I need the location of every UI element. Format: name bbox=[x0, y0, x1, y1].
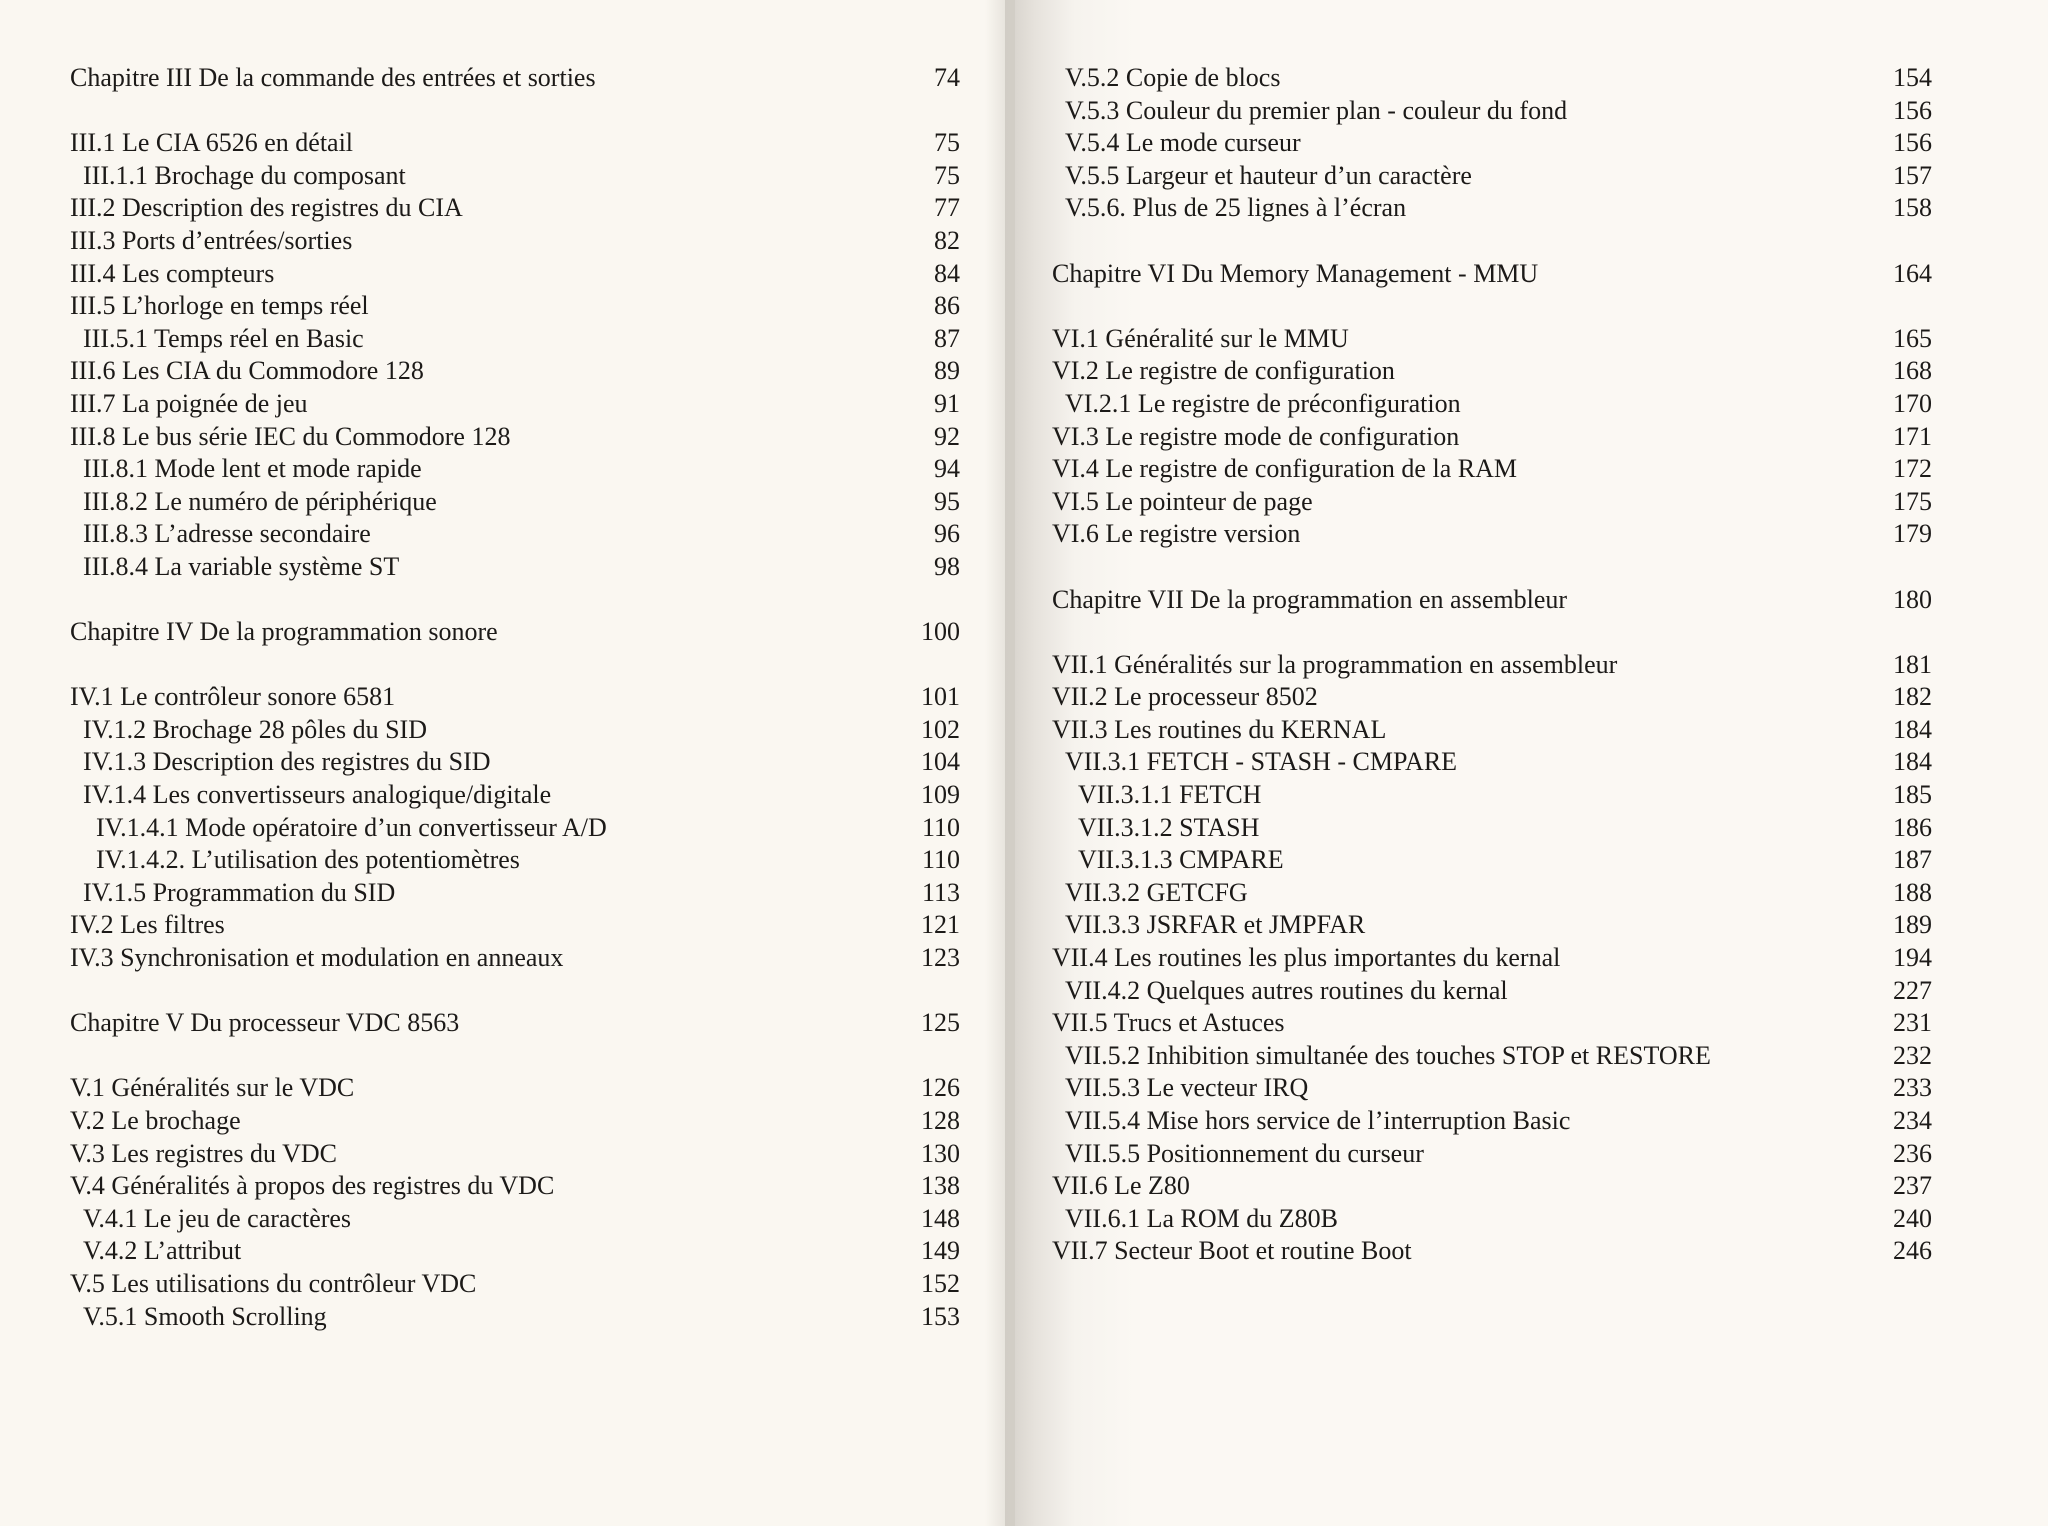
toc-entry bbox=[70, 225, 960, 258]
toc-entry bbox=[70, 1105, 960, 1138]
toc-entry-page-number: 91 bbox=[934, 388, 960, 418]
toc-entry bbox=[70, 290, 960, 323]
toc-entry-page-number: 101 bbox=[921, 682, 960, 712]
toc-entry bbox=[70, 844, 960, 877]
toc-entry-title: III.1.1 Brochage du composant bbox=[83, 160, 406, 190]
toc-entry bbox=[70, 681, 960, 714]
toc-entry-title: VII.5.5 Positionnement du curseur bbox=[1065, 1138, 1424, 1168]
table-of-contents-left bbox=[70, 62, 960, 1333]
toc-entry-title: III.6 Les CIA du Commodore 128 bbox=[70, 356, 424, 386]
table-of-contents-right bbox=[1052, 62, 1932, 1268]
toc-entry-page-number: 182 bbox=[1893, 682, 1932, 712]
toc-entry-page-number: 75 bbox=[934, 128, 960, 158]
toc-entry-page-number: 128 bbox=[921, 1106, 960, 1135]
toc-entry bbox=[1052, 62, 1932, 95]
toc-entry bbox=[1052, 388, 1932, 421]
toc-entry-title: VII.5 Trucs et Astuces bbox=[1052, 1008, 1285, 1038]
toc-entry-page-number: 94 bbox=[934, 454, 960, 484]
toc-entry bbox=[70, 1170, 960, 1203]
toc-entry bbox=[70, 746, 960, 779]
toc-entry-title: VII.3.1 FETCH - STASH - CMPARE bbox=[1065, 747, 1458, 777]
toc-entry bbox=[1052, 681, 1932, 714]
toc-entry-title: III.5.1 Temps réel en Basic bbox=[83, 323, 364, 353]
toc-entry bbox=[1052, 486, 1932, 519]
toc-entry-title: V.4.2 L’attribut bbox=[83, 1236, 242, 1266]
toc-entry-title: VI.1 Généralité sur le MMU bbox=[1052, 323, 1349, 353]
toc-entry-page-number: 100 bbox=[921, 617, 960, 647]
toc-entry-title: V.5.3 Couleur du premier plan - couleur du fond bbox=[1065, 95, 1568, 125]
toc-entry-title: III.8.1 Mode lent et mode rapide bbox=[83, 454, 422, 484]
toc-entry-title: VII.3.1.1 FETCH bbox=[1078, 780, 1262, 810]
toc-entry-page-number: 110 bbox=[921, 845, 960, 875]
toc-entry bbox=[70, 323, 960, 356]
toc-entry bbox=[70, 518, 960, 551]
toc-entry bbox=[1052, 1203, 1932, 1236]
toc-entry-title: IV.1.3 Description des registres du SID bbox=[83, 747, 491, 777]
toc-entry-title: VII.7 Secteur Boot et routine Boot bbox=[1052, 1236, 1412, 1266]
toc-entry bbox=[1052, 1170, 1932, 1203]
toc-entry-page-number: 189 bbox=[1893, 910, 1932, 940]
toc-entry-title: III.3 Ports d’entrées/sorties bbox=[70, 225, 353, 255]
toc-entry bbox=[1052, 1105, 1932, 1138]
toc-entry-title: Chapitre III De la commande des entrées et sorties bbox=[70, 63, 596, 92]
toc-entry-title: VI.6 Le registre version bbox=[1052, 519, 1301, 549]
toc-entry bbox=[70, 160, 960, 193]
toc-entry bbox=[1052, 127, 1932, 160]
toc-entry-title: VI.2 Le registre de configuration bbox=[1052, 356, 1395, 386]
toc-entry-page-number: 82 bbox=[934, 225, 960, 255]
toc-entry-title: Chapitre VI Du Memory Management - MMU bbox=[1052, 258, 1539, 288]
toc-entry bbox=[70, 258, 960, 291]
toc-entry-page-number: 184 bbox=[1893, 714, 1932, 744]
toc-entry bbox=[1052, 746, 1932, 779]
toc-entry bbox=[70, 1235, 960, 1268]
toc-entry bbox=[1052, 1138, 1932, 1171]
toc-entry bbox=[1052, 160, 1932, 193]
toc-entry-title: V.5.5 Largeur et hauteur d’un caractère bbox=[1065, 160, 1472, 190]
toc-entry bbox=[70, 877, 960, 910]
toc-entry-page-number: 104 bbox=[921, 747, 960, 777]
chapter-heading bbox=[1052, 584, 1932, 617]
toc-entry-page-number: 156 bbox=[1893, 95, 1932, 125]
toc-entry-title: VII.5.4 Mise hors service de l’interruption Basic bbox=[1065, 1106, 1571, 1135]
toc-entry-title: VI.3 Le registre mode de configuration bbox=[1052, 421, 1460, 451]
toc-entry bbox=[70, 388, 960, 421]
toc-entry bbox=[70, 551, 960, 584]
toc-entry bbox=[1052, 1235, 1932, 1268]
toc-entry-title: Chapitre VII De la programmation en assembleur bbox=[1052, 584, 1568, 614]
toc-entry-title: IV.1.4.2. L’utilisation des potentiomètres bbox=[96, 845, 520, 875]
toc-entry-title: V.5 Les utilisations du contrôleur VDC bbox=[70, 1268, 477, 1298]
toc-entry bbox=[1052, 649, 1932, 682]
toc-entry bbox=[1052, 421, 1932, 454]
toc-entry bbox=[70, 779, 960, 812]
toc-entry-title: IV.3 Synchronisation et modulation en anneaux bbox=[70, 943, 564, 973]
toc-entry-page-number: 126 bbox=[921, 1073, 960, 1103]
toc-entry-page-number: 102 bbox=[921, 714, 960, 744]
toc-entry-title: III.8.4 La variable système ST bbox=[83, 551, 400, 581]
toc-entry-page-number: 149 bbox=[921, 1236, 960, 1266]
toc-entry-page-number: 170 bbox=[1893, 388, 1932, 418]
toc-entry bbox=[1052, 812, 1932, 845]
toc-entry-page-number: 236 bbox=[1893, 1138, 1932, 1168]
toc-entry bbox=[70, 127, 960, 160]
toc-entry-title: Chapitre V Du processeur VDC 8563 bbox=[70, 1008, 460, 1038]
toc-entry-page-number: 184 bbox=[1893, 747, 1932, 777]
toc-entry bbox=[1052, 95, 1932, 128]
toc-entry-title: VII.2 Le processeur 8502 bbox=[1052, 682, 1318, 712]
toc-entry-page-number: 180 bbox=[1893, 584, 1932, 614]
toc-entry bbox=[1052, 714, 1932, 747]
toc-entry-title: III.8 Le bus série IEC du Commodore 128 bbox=[70, 421, 511, 451]
toc-entry-page-number: 240 bbox=[1893, 1203, 1932, 1233]
toc-entry-page-number: 125 bbox=[921, 1008, 960, 1038]
toc-entry-page-number: 123 bbox=[921, 943, 960, 973]
toc-entry-title: VI.2.1 Le registre de préconfiguration bbox=[1065, 388, 1461, 418]
toc-entry-page-number: 231 bbox=[1893, 1008, 1932, 1038]
toc-entry-page-number: 130 bbox=[921, 1138, 960, 1168]
toc-entry-page-number: 172 bbox=[1893, 454, 1932, 484]
toc-entry bbox=[1052, 779, 1932, 812]
toc-entry-title: VII.4.2 Quelques autres routines du kernal bbox=[1065, 975, 1508, 1005]
toc-entry bbox=[1052, 355, 1932, 388]
toc-entry-page-number: 152 bbox=[921, 1268, 960, 1298]
toc-entry-page-number: 95 bbox=[934, 486, 960, 516]
toc-entry-page-number: 110 bbox=[921, 812, 960, 842]
toc-entry-title: VII.6.1 La ROM du Z80B bbox=[1065, 1203, 1338, 1233]
toc-entry-page-number: 246 bbox=[1893, 1236, 1932, 1266]
toc-entry-title: V.3 Les registres du VDC bbox=[70, 1138, 337, 1168]
chapter-heading bbox=[70, 62, 960, 95]
toc-entry bbox=[1052, 975, 1932, 1008]
toc-entry-page-number: 158 bbox=[1893, 193, 1932, 223]
toc-entry-title: V.5.2 Copie de blocs bbox=[1065, 63, 1281, 92]
toc-entry-page-number: 175 bbox=[1893, 486, 1932, 516]
chapter-heading bbox=[1052, 258, 1932, 291]
toc-entry bbox=[70, 192, 960, 225]
toc-entry-page-number: 77 bbox=[934, 193, 960, 223]
toc-entry-page-number: 89 bbox=[934, 356, 960, 386]
book-gutter bbox=[985, 0, 1015, 1526]
toc-entry-title: V.5.4 Le mode curseur bbox=[1065, 128, 1301, 158]
toc-entry-page-number: 237 bbox=[1893, 1171, 1932, 1201]
toc-entry-title: IV.1.4.1 Mode opératoire d’un convertisseur A/D bbox=[96, 812, 607, 842]
toc-entry-title: III.7 La poignée de jeu bbox=[70, 388, 308, 418]
toc-entry-page-number: 234 bbox=[1893, 1106, 1932, 1135]
toc-entry-page-number: 138 bbox=[921, 1171, 960, 1201]
toc-entry-title: V.5.1 Smooth Scrolling bbox=[83, 1301, 327, 1331]
toc-entry-page-number: 153 bbox=[921, 1301, 960, 1331]
toc-entry-title: V.1 Généralités sur le VDC bbox=[70, 1073, 355, 1103]
toc-entry-title: IV.1 Le contrôleur sonore 6581 bbox=[70, 682, 396, 712]
toc-entry-title: VII.3.2 GETCFG bbox=[1065, 877, 1248, 907]
toc-entry-page-number: 87 bbox=[934, 323, 960, 353]
toc-entry-title: V.4 Généralités à propos des registres du VDC bbox=[70, 1171, 555, 1201]
toc-entry-title: III.5 L’horloge en temps réel bbox=[70, 291, 369, 321]
toc-entry bbox=[70, 812, 960, 845]
toc-entry-page-number: 233 bbox=[1893, 1073, 1932, 1103]
toc-entry-title: III.1 Le CIA 6526 en détail bbox=[70, 128, 354, 158]
toc-entry-page-number: 179 bbox=[1893, 519, 1932, 549]
toc-entry-title: VII.3.1.2 STASH bbox=[1078, 812, 1260, 842]
toc-entry-title: VII.5.2 Inhibition simultanée des touches STOP et RESTORE bbox=[1065, 1040, 1711, 1070]
toc-entry bbox=[1052, 323, 1932, 356]
toc-entry bbox=[1052, 1072, 1932, 1105]
toc-entry bbox=[70, 421, 960, 454]
toc-entry-page-number: 165 bbox=[1893, 323, 1932, 353]
toc-entry-title: VII.4 Les routines les plus importantes du kernal bbox=[1052, 943, 1561, 973]
toc-entry-page-number: 148 bbox=[921, 1203, 960, 1233]
toc-entry-title: V.2 Le brochage bbox=[70, 1106, 241, 1135]
toc-entry-page-number: 113 bbox=[921, 877, 960, 907]
toc-entry-page-number: 98 bbox=[934, 551, 960, 581]
toc-entry bbox=[1052, 192, 1932, 225]
toc-entry-page-number: 154 bbox=[1893, 63, 1932, 92]
toc-entry bbox=[70, 1301, 960, 1334]
toc-entry-page-number: 232 bbox=[1893, 1040, 1932, 1070]
toc-entry bbox=[1052, 844, 1932, 877]
toc-entry-page-number: 186 bbox=[1893, 812, 1932, 842]
toc-entry-title: III.8.3 L’adresse secondaire bbox=[83, 519, 371, 549]
toc-entry bbox=[70, 486, 960, 519]
toc-entry-title: Chapitre IV De la programmation sonore bbox=[70, 617, 498, 647]
toc-entry bbox=[1052, 942, 1932, 975]
toc-entry-title: III.8.2 Le numéro de périphérique bbox=[83, 486, 437, 516]
toc-entry bbox=[70, 1138, 960, 1171]
toc-entry-title: VII.1 Généralités sur la programmation en assembleur bbox=[1052, 649, 1618, 679]
toc-entry-title: VII.5.3 Le vecteur IRQ bbox=[1065, 1073, 1309, 1103]
toc-entry-page-number: 185 bbox=[1893, 780, 1932, 810]
toc-entry-page-number: 74 bbox=[934, 63, 960, 92]
toc-entry-title: VII.6 Le Z80 bbox=[1052, 1171, 1190, 1201]
toc-entry-title: VII.3.3 JSRFAR et JMPFAR bbox=[1065, 910, 1366, 940]
toc-entry bbox=[70, 1072, 960, 1105]
toc-entry-page-number: 84 bbox=[934, 258, 960, 288]
toc-entry bbox=[70, 1203, 960, 1236]
toc-entry-page-number: 227 bbox=[1893, 975, 1932, 1005]
toc-entry bbox=[1052, 909, 1932, 942]
toc-entry-page-number: 188 bbox=[1893, 877, 1932, 907]
toc-entry-page-number: 121 bbox=[921, 910, 960, 940]
toc-entry-title: IV.2 Les filtres bbox=[70, 910, 225, 940]
toc-entry bbox=[70, 355, 960, 388]
toc-entry bbox=[1052, 453, 1932, 486]
toc-entry-page-number: 171 bbox=[1893, 421, 1932, 451]
toc-entry bbox=[70, 1268, 960, 1301]
chapter-heading bbox=[70, 1007, 960, 1040]
toc-entry-page-number: 157 bbox=[1893, 160, 1932, 190]
toc-entry-title: VII.3 Les routines du KERNAL bbox=[1052, 714, 1387, 744]
toc-entry bbox=[1052, 1040, 1932, 1073]
toc-entry-page-number: 181 bbox=[1893, 649, 1932, 679]
toc-entry bbox=[1052, 518, 1932, 551]
toc-entry bbox=[1052, 1007, 1932, 1040]
toc-entry-title: III.2 Description des registres du CIA bbox=[70, 193, 463, 223]
toc-entry-page-number: 109 bbox=[921, 780, 960, 810]
toc-entry-title: VI.5 Le pointeur de page bbox=[1052, 486, 1313, 516]
toc-entry-page-number: 194 bbox=[1893, 943, 1932, 973]
toc-entry-title: III.4 Les compteurs bbox=[70, 258, 275, 288]
toc-entry-page-number: 168 bbox=[1893, 356, 1932, 386]
toc-entry bbox=[70, 453, 960, 486]
toc-entry-page-number: 92 bbox=[934, 421, 960, 451]
toc-entry bbox=[70, 714, 960, 747]
toc-entry-title: V.4.1 Le jeu de caractères bbox=[83, 1203, 352, 1233]
chapter-heading bbox=[70, 616, 960, 649]
toc-entry-page-number: 96 bbox=[934, 519, 960, 549]
toc-entry-title: VII.3.1.3 CMPARE bbox=[1078, 845, 1284, 875]
toc-entry-page-number: 86 bbox=[934, 291, 960, 321]
toc-entry bbox=[1052, 877, 1932, 910]
toc-entry bbox=[70, 942, 960, 975]
toc-entry-title: IV.1.4 Les convertisseurs analogique/digitale bbox=[83, 780, 552, 810]
toc-entry-title: VI.4 Le registre de configuration de la RAM bbox=[1052, 454, 1517, 484]
toc-entry-title: IV.1.2 Brochage 28 pôles du SID bbox=[83, 714, 427, 744]
toc-entry-page-number: 156 bbox=[1893, 128, 1932, 158]
toc-entry-page-number: 187 bbox=[1893, 845, 1932, 875]
toc-entry bbox=[70, 909, 960, 942]
toc-entry-page-number: 164 bbox=[1893, 258, 1932, 288]
toc-entry-title: V.5.6. Plus de 25 lignes à l’écran bbox=[1065, 193, 1407, 223]
toc-entry-title: IV.1.5 Programmation du SID bbox=[83, 877, 396, 907]
toc-entry-page-number: 75 bbox=[934, 160, 960, 190]
